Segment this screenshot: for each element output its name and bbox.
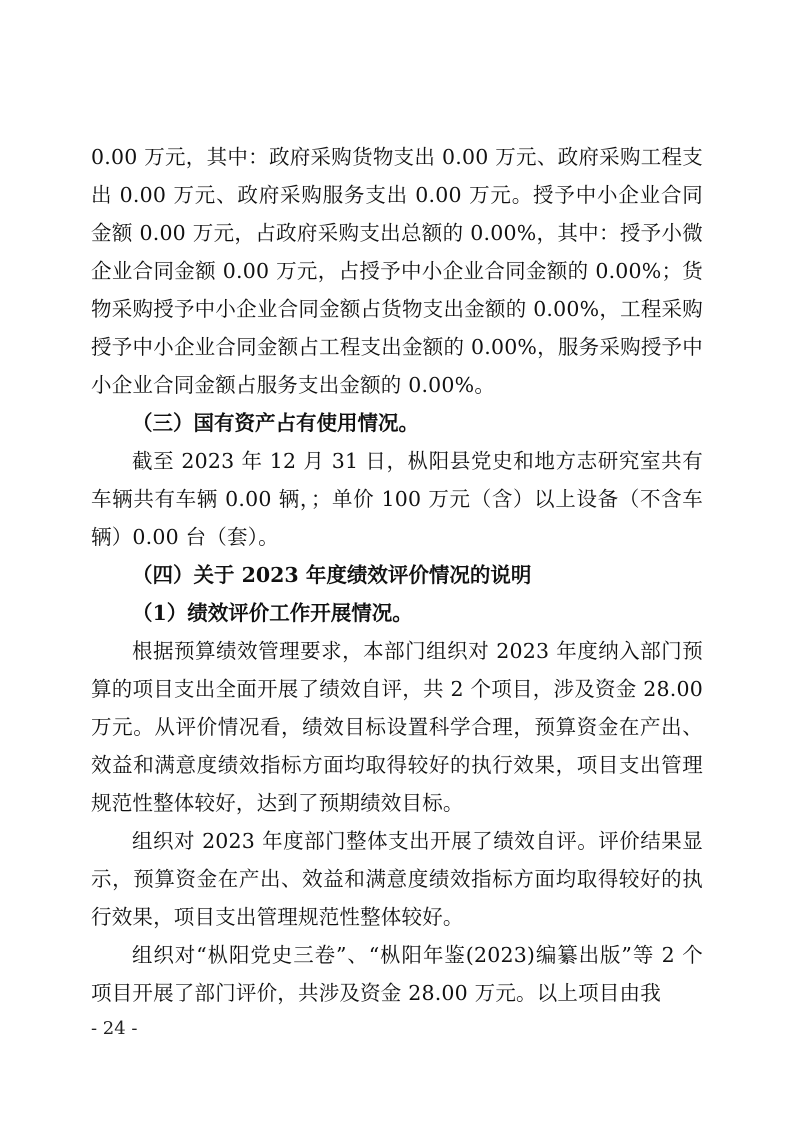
paragraph-state-assets: 截至 2023 年 12 月 31 日，枞阳县党史和地方志研究室共有车辆共有车辆 0.00 辆，；单价 100 万元（含）以上设备（不含车辆）0.00 台（套）。 <box>91 449 703 549</box>
paragraph-procurement: 0.00 万元，其中：政府采购货物支出 0.00 万元、政府采购工程支出 0.00 万元、政府采购服务支出 0.00 万元。授予中小企业合同金额 0.00 万元，占政府采购支出总额的 0.00%，其中：授予小微企业合同金额 0.00 万元，占授予中小企业合同金额的 0.00%；货物采购授予中小企业合同金额占货物支出金额的 0.00%，工程采购授予中小企业合同金额占工程支出金额的 0.00%，服务采购授予中小企业合同金额占服务支出金额的 0.00%。 <box>91 145 703 397</box>
section-heading-state-assets: （三）国有资产占有使用情况。 <box>132 411 419 435</box>
paragraph-project-self-evaluation: 根据预算绩效管理要求，本部门组织对 2023 年度纳入部门预算的项目支出全面开展了绩效自评，共 2 个项目，涉及资金 28.00 万元。从评价情况看，绩效目标设置科学合理，预算资金在产出、效益和满意度绩效指标方面均取得较好的执行效果，项目支出管理规范性整体较好，达到了预期绩效目标。 <box>91 639 703 815</box>
subsection-heading-evaluation-work: （1）绩效评价工作开展情况。 <box>132 601 413 625</box>
section-heading-performance-evaluation: （四）关于 2023 年度绩效评价情况的说明 <box>132 563 532 587</box>
page-number: - 24 - <box>91 1018 138 1039</box>
paragraph-overall-self-evaluation: 组织对 2023 年度部门整体支出开展了绩效自评。评价结果显示，预算资金在产出、效益和满意度绩效指标方面均取得较好的执行效果，项目支出管理规范性整体较好。 <box>91 829 703 929</box>
paragraph-department-evaluation: 组织对“枞阳党史三卷”、“枞阳年鉴(2023)编纂出版”等 2 个项目开展了部门评价，共涉及资金 28.00 万元。以上项目由我 <box>91 943 703 1005</box>
document-body <box>91 138 703 1012</box>
